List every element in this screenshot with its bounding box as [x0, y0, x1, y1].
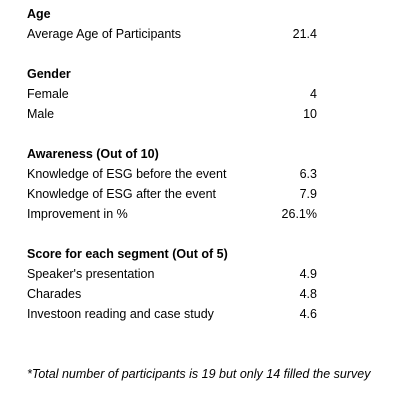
investoon-reading-value: 4.6	[299, 307, 317, 321]
knowledge-before-value: 6.3	[299, 167, 317, 181]
gender-section	[27, 64, 317, 124]
speaker-presentation-row	[27, 264, 317, 284]
age-section	[27, 4, 317, 44]
charades-row	[27, 284, 317, 304]
female-row	[27, 84, 317, 104]
female-label: Female	[27, 87, 69, 101]
participants-footnote: *Total number of participants is 19 but only 14 filled the survey	[27, 367, 371, 381]
gender-heading: Gender	[27, 67, 71, 81]
knowledge-before-row	[27, 164, 317, 184]
investoon-reading-row	[27, 304, 317, 324]
female-value: 4	[310, 87, 317, 101]
age-heading: Age	[27, 7, 51, 21]
average-age-label: Average Age of Participants	[27, 27, 182, 41]
segment-score-heading: Score for each segment (Out of 5)	[27, 247, 228, 261]
male-row	[27, 104, 317, 124]
knowledge-after-row	[27, 184, 317, 204]
average-age-row	[27, 24, 317, 44]
improvement-label: Improvement in %	[27, 207, 128, 221]
improvement-row	[27, 204, 317, 224]
male-value: 10	[303, 107, 317, 121]
knowledge-after-value: 7.9	[299, 187, 317, 201]
improvement-value: 26.1%	[281, 207, 317, 221]
segment-score-section	[27, 244, 317, 324]
speaker-presentation-label: Speaker's presentation	[27, 267, 155, 281]
charades-value: 4.8	[299, 287, 317, 301]
investoon-reading-label: Investoon reading and case study	[27, 307, 214, 321]
speaker-presentation-value: 4.9	[299, 267, 317, 281]
average-age-value: 21.4	[292, 27, 317, 41]
awareness-section	[27, 144, 317, 224]
charades-label: Charades	[27, 287, 82, 301]
awareness-heading: Awareness (Out of 10)	[27, 147, 159, 161]
male-label: Male	[27, 107, 55, 121]
knowledge-after-label: Knowledge of ESG after the event	[27, 187, 217, 201]
knowledge-before-label: Knowledge of ESG before the event	[27, 167, 227, 181]
